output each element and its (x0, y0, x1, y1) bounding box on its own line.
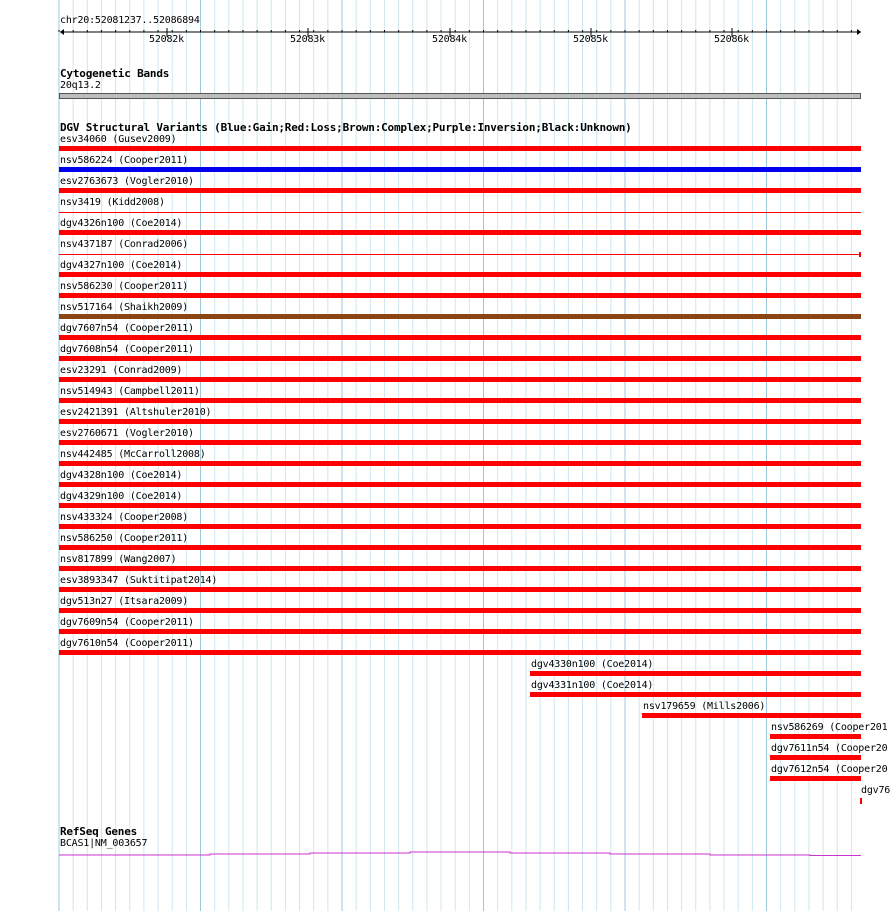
variant-bar[interactable] (59, 188, 861, 193)
variant-label[interactable]: nsv437187 (Conrad2006) (60, 239, 189, 250)
variant-label[interactable]: dgv4329n100 (Coe2014) (60, 491, 183, 502)
variant-bar[interactable] (642, 713, 861, 718)
variant-bar[interactable] (59, 398, 861, 403)
variant-bar[interactable] (59, 356, 861, 361)
variant-label[interactable]: nsv3419 (Kidd2008) (60, 197, 165, 208)
left-arrow-icon (60, 29, 64, 35)
variant-label[interactable]: dgv7610n54 (Cooper2011) (60, 638, 194, 649)
variant-label[interactable]: nsv517164 (Shaikh2009) (60, 302, 189, 313)
gene-label: BCAS1|NM_003657 (60, 838, 148, 849)
variant-label[interactable]: esv2763673 (Vogler2010) (60, 176, 194, 187)
variant-bar[interactable] (770, 755, 861, 760)
variant-label[interactable]: dgv4328n100 (Coe2014) (60, 470, 183, 481)
variant-bar[interactable] (770, 776, 861, 781)
variant-label[interactable]: dgv4327n100 (Coe2014) (60, 260, 183, 271)
cytoband-bar[interactable] (59, 93, 861, 99)
variant-label[interactable]: esv2421391 (Altshuler2010) (60, 407, 212, 418)
variant-bar[interactable] (59, 566, 861, 571)
variant-label[interactable]: nsv586269 (Cooper201 (771, 722, 888, 733)
variant-label[interactable]: dgv4330n100 (Coe2014) (531, 659, 654, 670)
variant-bar[interactable] (59, 587, 861, 592)
variant-label[interactable]: dgv7608n54 (Cooper2011) (60, 344, 194, 355)
variant-label[interactable]: dgv7611n54 (Cooper20 (771, 743, 888, 754)
variant-label[interactable]: dgv76 (861, 785, 890, 796)
variant-bar[interactable] (59, 524, 861, 529)
variant-label[interactable]: nsv586224 (Cooper2011) (60, 155, 189, 166)
variant-bar[interactable] (59, 230, 861, 235)
variant-bar[interactable] (59, 377, 861, 382)
variant-bar[interactable] (59, 545, 861, 550)
variant-label[interactable]: nsv179659 (Mills2006) (643, 701, 766, 712)
variant-label[interactable]: dgv7612n54 (Cooper20 (771, 764, 888, 775)
variant-bar[interactable] (59, 212, 861, 213)
variant-label[interactable]: esv23291 (Conrad2009) (60, 365, 183, 376)
variant-bar[interactable] (59, 650, 861, 655)
variant-bar[interactable] (770, 734, 861, 739)
tick-label: 52085k (573, 34, 608, 45)
refseq-track-title: RefSeq Genes (60, 825, 138, 838)
variant-label[interactable]: dgv513n27 (Itsara2009) (60, 596, 189, 607)
cytoband-track-title: Cytogenetic Bands (60, 67, 170, 80)
variant-bar[interactable] (59, 608, 861, 613)
variant-bar[interactable] (59, 293, 861, 298)
variant-bar[interactable] (59, 629, 861, 634)
variant-bar[interactable] (59, 419, 861, 424)
variant-bar[interactable] (59, 146, 861, 151)
variant-label[interactable]: nsv442485 (McCarroll2008) (60, 449, 206, 460)
variant-label[interactable]: dgv7609n54 (Cooper2011) (60, 617, 194, 628)
dgv-track-title: DGV Structural Variants (Blue:Gain;Red:Loss;Brown:Complex;Purple:Inversion;Black:Unknown) (60, 121, 632, 134)
tick-label: 52086k (714, 34, 749, 45)
variant-label[interactable]: esv2760671 (Vogler2010) (60, 428, 194, 439)
right-arrow-icon (857, 29, 861, 35)
variant-label[interactable]: nsv586250 (Cooper2011) (60, 533, 189, 544)
variant-bar[interactable] (59, 167, 861, 172)
variant-bar[interactable] (59, 461, 861, 466)
range-label: chr20:52081237..52086894 (60, 15, 200, 26)
tick-label: 52082k (149, 34, 184, 45)
tick-label: 52084k (432, 34, 467, 45)
variant-bar[interactable] (59, 482, 861, 487)
variant-label[interactable]: nsv817899 (Wang2007) (60, 554, 177, 565)
variant-bar[interactable] (530, 692, 861, 697)
variant-bar[interactable] (860, 798, 862, 804)
variant-label[interactable]: nsv514943 (Campbell2011) (60, 386, 200, 397)
variant-bar[interactable] (59, 335, 861, 340)
gene-model[interactable] (0, 845, 890, 860)
variant-bar[interactable] (59, 314, 861, 319)
variant-label[interactable]: nsv586230 (Cooper2011) (60, 281, 189, 292)
variant-bar[interactable] (59, 254, 861, 255)
tick-label: 52083k (290, 34, 325, 45)
variant-label[interactable]: dgv4326n100 (Coe2014) (60, 218, 183, 229)
variant-bar[interactable] (59, 503, 861, 508)
variant-label[interactable]: dgv7607n54 (Cooper2011) (60, 323, 194, 334)
variant-label[interactable]: nsv433324 (Cooper2008) (60, 512, 189, 523)
variant-bar[interactable] (59, 272, 861, 277)
variant-label[interactable]: esv3893347 (Suktitipat2014) (60, 575, 218, 586)
cytoband-label: 20q13.2 (60, 80, 101, 91)
variant-label[interactable]: esv34060 (Gusev2009) (60, 134, 177, 145)
variant-bar[interactable] (530, 671, 861, 676)
variant-label[interactable]: dgv4331n100 (Coe2014) (531, 680, 654, 691)
variant-bar[interactable] (59, 440, 861, 445)
